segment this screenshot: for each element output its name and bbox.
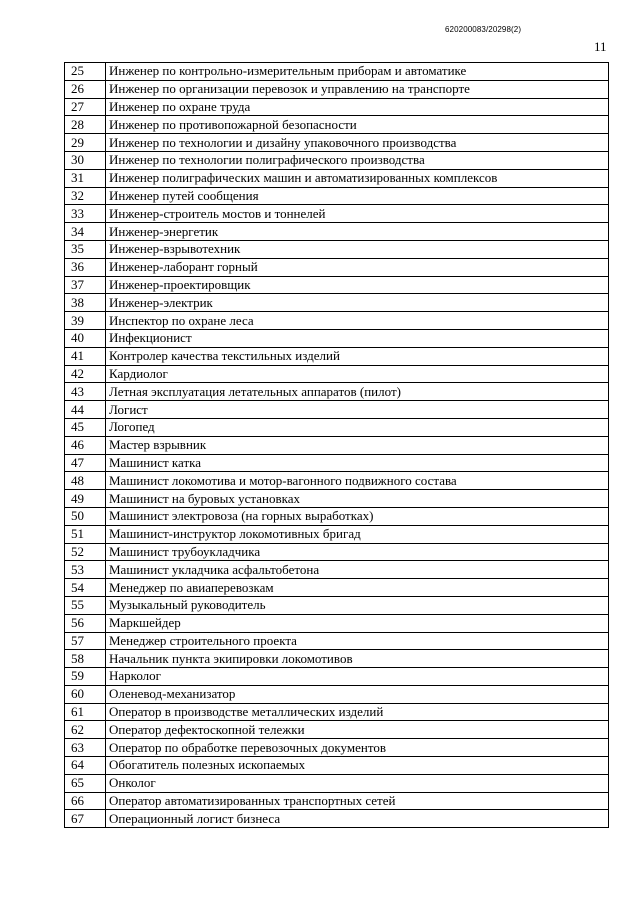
row-number: 36: [65, 258, 106, 276]
table-row: [65, 116, 609, 134]
row-number: 45: [65, 418, 106, 436]
table-row: [65, 596, 609, 614]
table-row: [65, 685, 609, 703]
row-number: 59: [65, 668, 106, 686]
profession-name: Инженер путей сообщения: [106, 187, 609, 205]
row-number: 46: [65, 436, 106, 454]
profession-name: Кардиолог: [106, 365, 609, 383]
row-number: 44: [65, 401, 106, 419]
table-row: [65, 151, 609, 169]
row-number: 61: [65, 703, 106, 721]
profession-name: Контролер качества текстильных изделий: [106, 347, 609, 365]
row-number: 25: [65, 63, 106, 81]
row-number: 49: [65, 490, 106, 508]
table-row: [65, 223, 609, 241]
row-number: 50: [65, 507, 106, 525]
profession-name: Оператор автоматизированных транспортных сетей: [106, 792, 609, 810]
table-row: [65, 436, 609, 454]
table-row: [65, 80, 609, 98]
row-number: 29: [65, 134, 106, 152]
profession-name: Инженер по технологии полиграфического производства: [106, 151, 609, 169]
table-row: [65, 739, 609, 757]
table-row: [65, 543, 609, 561]
profession-name: Онколог: [106, 774, 609, 792]
row-number: 52: [65, 543, 106, 561]
table-row: [65, 525, 609, 543]
row-number: 39: [65, 312, 106, 330]
row-number: 38: [65, 294, 106, 312]
profession-name: Нарколог: [106, 668, 609, 686]
profession-name: Операционный логист бизнеса: [106, 810, 609, 828]
table-row: [65, 810, 609, 828]
profession-name: Инженер-электрик: [106, 294, 609, 312]
table-row: [65, 169, 609, 187]
table-row: [65, 329, 609, 347]
profession-name: Инспектор по охране леса: [106, 312, 609, 330]
table-row: [65, 383, 609, 401]
table-row: [65, 418, 609, 436]
profession-name: Инженер-энергетик: [106, 223, 609, 241]
row-number: 54: [65, 579, 106, 597]
profession-name: Мастер взрывник: [106, 436, 609, 454]
table-row: [65, 490, 609, 508]
row-number: 67: [65, 810, 106, 828]
row-number: 27: [65, 98, 106, 116]
table-row: [65, 454, 609, 472]
table-row: [65, 347, 609, 365]
table-row: [65, 365, 609, 383]
profession-name: Логопед: [106, 418, 609, 436]
row-number: 32: [65, 187, 106, 205]
row-number: 53: [65, 561, 106, 579]
profession-name: Машинист на буровых установках: [106, 490, 609, 508]
row-number: 30: [65, 151, 106, 169]
row-number: 56: [65, 614, 106, 632]
row-number: 31: [65, 169, 106, 187]
table-row: [65, 757, 609, 775]
profession-name: Машинист электровоза (на горных выработках): [106, 507, 609, 525]
profession-name: Машинист-инструктор локомотивных бригад: [106, 525, 609, 543]
row-number: 51: [65, 525, 106, 543]
profession-name: Машинист укладчика асфальтобетона: [106, 561, 609, 579]
profession-name: Инженер по организации перевозок и управлению на транспорте: [106, 80, 609, 98]
table-row: [65, 507, 609, 525]
profession-name: Начальник пункта экипировки локомотивов: [106, 650, 609, 668]
profession-name: Оленевод-механизатор: [106, 685, 609, 703]
row-number: 55: [65, 596, 106, 614]
profession-name: Инженер-взрывотехник: [106, 240, 609, 258]
profession-name: Инженер по контрольно-измерительным приборам и автоматике: [106, 63, 609, 81]
row-number: 37: [65, 276, 106, 294]
profession-name: Оператор по обработке перевозочных документов: [106, 739, 609, 757]
profession-name: Инженер-проектировщик: [106, 276, 609, 294]
profession-name: Инженер-строитель мостов и тоннелей: [106, 205, 609, 223]
page-number: 11: [594, 39, 607, 54]
profession-name: Инфекционист: [106, 329, 609, 347]
row-number: 62: [65, 721, 106, 739]
row-number: 47: [65, 454, 106, 472]
table-row: [65, 774, 609, 792]
row-number: 58: [65, 650, 106, 668]
row-number: 65: [65, 774, 106, 792]
table-row: [65, 98, 609, 116]
profession-name: Оператор в производстве металлических изделий: [106, 703, 609, 721]
profession-name: Оператор дефектоскопной тележки: [106, 721, 609, 739]
row-number: 35: [65, 240, 106, 258]
profession-name: Менеджер строительного проекта: [106, 632, 609, 650]
row-number: 64: [65, 757, 106, 775]
profession-name: Машинист трубоукладчика: [106, 543, 609, 561]
table-row: [65, 703, 609, 721]
table-row: [65, 472, 609, 490]
row-number: 57: [65, 632, 106, 650]
table-row: [65, 312, 609, 330]
profession-name: Инженер по охране труда: [106, 98, 609, 116]
table-row: [65, 721, 609, 739]
table-row: [65, 294, 609, 312]
profession-name: Инженер-лаборант горный: [106, 258, 609, 276]
profession-name: Инженер по технологии и дизайну упаковочного производства: [106, 134, 609, 152]
row-number: 33: [65, 205, 106, 223]
table-row: [65, 632, 609, 650]
row-number: 48: [65, 472, 106, 490]
table-row: [65, 561, 609, 579]
row-number: 41: [65, 347, 106, 365]
row-number: 63: [65, 739, 106, 757]
profession-name: Инженер полиграфических машин и автоматизированных комплексов: [106, 169, 609, 187]
row-number: 42: [65, 365, 106, 383]
table-row: [65, 401, 609, 419]
table-row: [65, 579, 609, 597]
profession-name: Машинист катка: [106, 454, 609, 472]
profession-name: Машинист локомотива и мотор-вагонного подвижного состава: [106, 472, 609, 490]
table-row: [65, 792, 609, 810]
table-row: [65, 187, 609, 205]
table-row: [65, 614, 609, 632]
profession-name: Музыкальный руководитель: [106, 596, 609, 614]
row-number: 26: [65, 80, 106, 98]
profession-name: Маркшейдер: [106, 614, 609, 632]
row-number: 66: [65, 792, 106, 810]
row-number: 40: [65, 329, 106, 347]
row-number: 34: [65, 223, 106, 241]
table-row: [65, 276, 609, 294]
table-row: [65, 205, 609, 223]
row-number: 60: [65, 685, 106, 703]
table-row: [65, 668, 609, 686]
profession-name: Инженер по противопожарной безопасности: [106, 116, 609, 134]
profession-name: Обогатитель полезных ископаемых: [106, 757, 609, 775]
profession-table: [64, 62, 609, 828]
table-row: [65, 650, 609, 668]
profession-table-body: [65, 63, 609, 828]
row-number: 43: [65, 383, 106, 401]
document-id: 620200083/20298(2): [445, 25, 522, 34]
profession-name: Логист: [106, 401, 609, 419]
table-row: [65, 258, 609, 276]
table-row: [65, 240, 609, 258]
profession-name: Летная эксплуатация летательных аппаратов (пилот): [106, 383, 609, 401]
table-row: [65, 63, 609, 81]
profession-name: Менеджер по авиаперевозкам: [106, 579, 609, 597]
row-number: 28: [65, 116, 106, 134]
table-row: [65, 134, 609, 152]
